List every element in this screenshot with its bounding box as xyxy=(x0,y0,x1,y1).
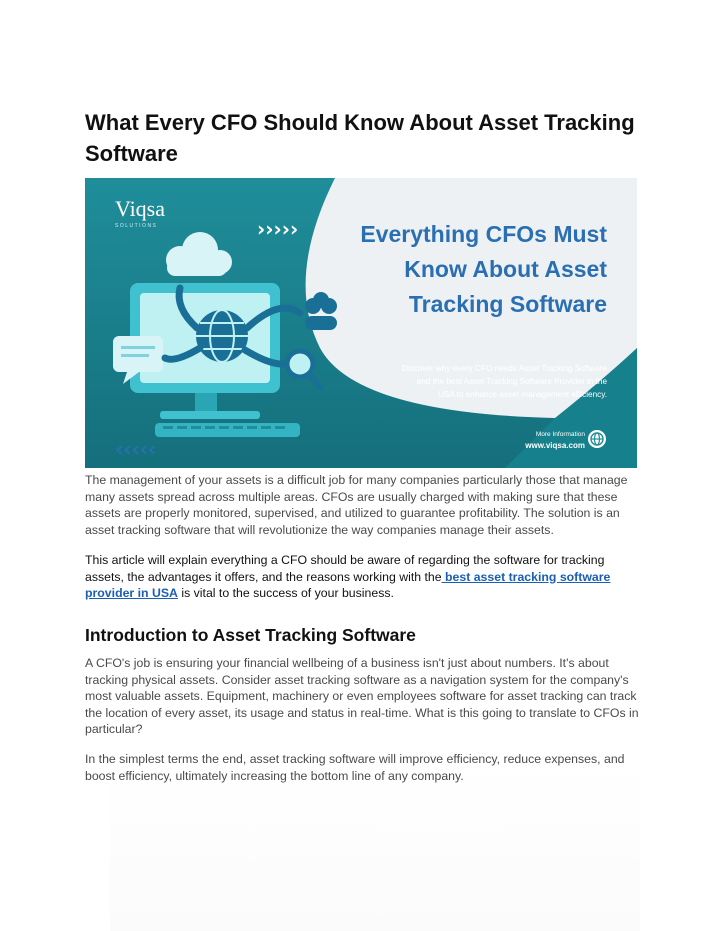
chevrons-left-icon: ‹‹‹‹‹ xyxy=(115,437,157,461)
banner-illustration xyxy=(85,178,637,468)
more-info-label: More Information xyxy=(535,431,585,438)
section-heading: Introduction to Asset Tracking Software xyxy=(85,625,416,645)
article-text-after-link: is vital to the success of your business. xyxy=(177,586,394,600)
page-title: What Every CFO Should Know About Asset Tracking Software xyxy=(85,110,635,166)
chevrons-right-icon: ››››› xyxy=(257,217,299,241)
banner-headline-line-3: Tracking Software xyxy=(408,291,607,317)
banner-subtext-line-3: USA to enhance asset management efficiency. xyxy=(437,390,607,399)
page-shadow xyxy=(110,760,640,931)
web-globe-icon xyxy=(588,430,606,448)
hero-banner xyxy=(85,178,637,468)
section-paragraph-1: A CFO's job is ensuring your financial wellbeing of a business isn't just about numbers. It's about tracking physical assets. Consider asset tracking software as a navigation system for the company's most valuable assets. Equipment, machinery or even employees software for asset tracking can track the location of every asset, its usage and status in real-time. What is this going to translate to CFOs in particular? xyxy=(85,656,639,736)
intro-paragraph: The management of your assets is a difficult job for many companies particularly those that manage many assets spread across multiple areas. CFOs are usually charged with making sure that these assets are properly monitored, supervised, and utilized to guarantee profitability. The solution is an asset tracking software that will revolutionize the way companies manage their assets. xyxy=(85,473,628,537)
article-text-before-link: This article will explain everything a CFO should be aware of regarding the software for tracking assets, the advantages it offers, and the reasons working with the xyxy=(85,553,605,584)
logo-subtext: SOLUTIONS xyxy=(115,223,158,229)
logo-text: Viqsa xyxy=(115,196,166,221)
banner-headline-line-1: Everything CFOs Must xyxy=(360,221,607,247)
best-provider-link[interactable]: best asset tracking software provider in USA xyxy=(85,569,611,600)
website-text: www.viqsa.com xyxy=(525,441,585,450)
banner-subtext-line-2: and the best Asset Tracking Software Provider in the xyxy=(416,377,607,386)
article-paragraph xyxy=(85,552,645,602)
banner-subtext-line-1: Discover why every CFO needs Asset Tracking Software xyxy=(401,364,607,373)
section-paragraph-2: In the simplest terms the end, asset tracking software will improve efficiency, reduce expenses, and boost efficiency, ultimately increasing the bottom line of any company. xyxy=(85,752,625,783)
globe-icon xyxy=(196,310,248,362)
banner-headline-line-2: Know About Asset xyxy=(404,256,607,282)
